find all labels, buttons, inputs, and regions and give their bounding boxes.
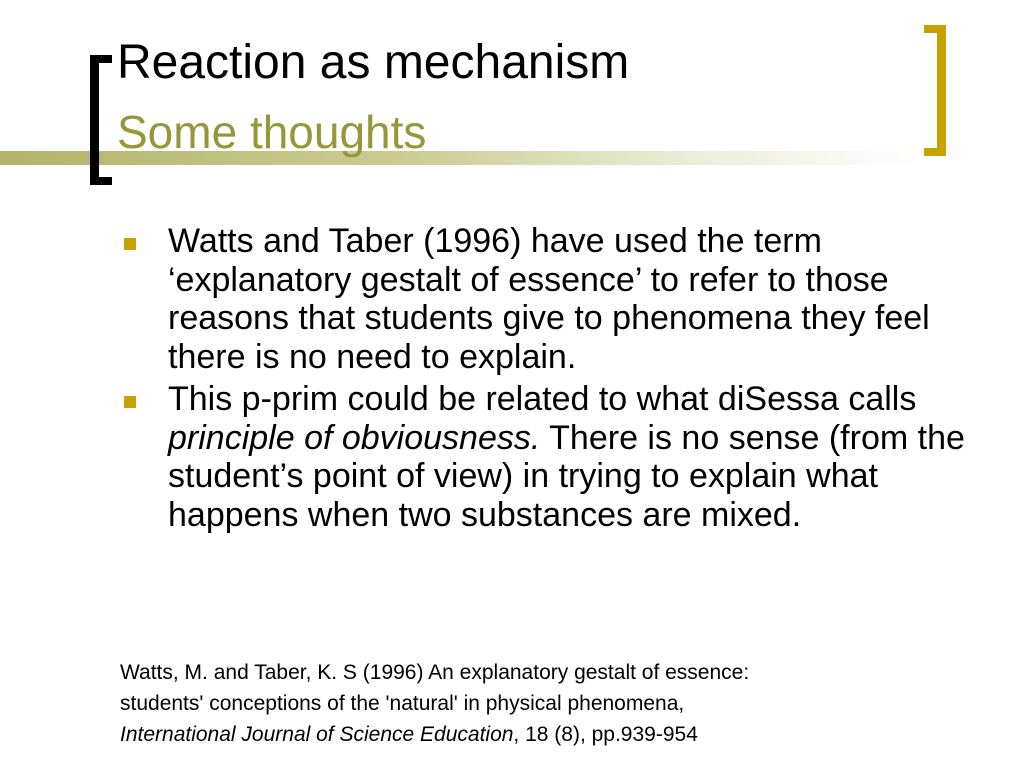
bullet-text-before: This p-prim could be related to what diSessa calls	[168, 380, 917, 418]
bullet-item-p-prim	[120, 380, 1000, 534]
reference-journal-name: International Journal of Science Education	[120, 723, 514, 746]
slide-subtitle: Some thoughts	[117, 106, 427, 158]
bullet-text-after: There is no sense (from the student’s point of view) in trying to explain what happens when two substances are mixed.	[168, 418, 965, 534]
bullet-text: Watts and Taber (1996) have used the term ‘explanatory gestalt of essence’ to refer to those reasons that students give to phenomena they feel there is no need to explain.	[168, 222, 930, 376]
bullet-item-watts-taber	[120, 222, 1000, 376]
square-bullet-icon	[124, 396, 136, 408]
slide-title: Reaction as mechanism	[117, 36, 630, 89]
reference-citation	[120, 657, 980, 750]
left-bracket-decoration	[90, 55, 112, 185]
reference-line-journal	[120, 719, 980, 750]
right-bracket-decoration	[924, 25, 946, 156]
reference-journal-details: , 18 (8), pp.939-954	[513, 723, 698, 746]
square-bullet-icon	[124, 238, 136, 250]
bullet-list	[120, 222, 1000, 538]
reference-line-title: students' conceptions of the 'natural' in physical phenomena,	[120, 692, 685, 715]
reference-line-authors: Watts, M. and Taber, K. S (1996) An explanatory gestalt of essence:	[120, 661, 750, 684]
bullet-text-italic-term: principle of obviousness.	[168, 418, 541, 457]
